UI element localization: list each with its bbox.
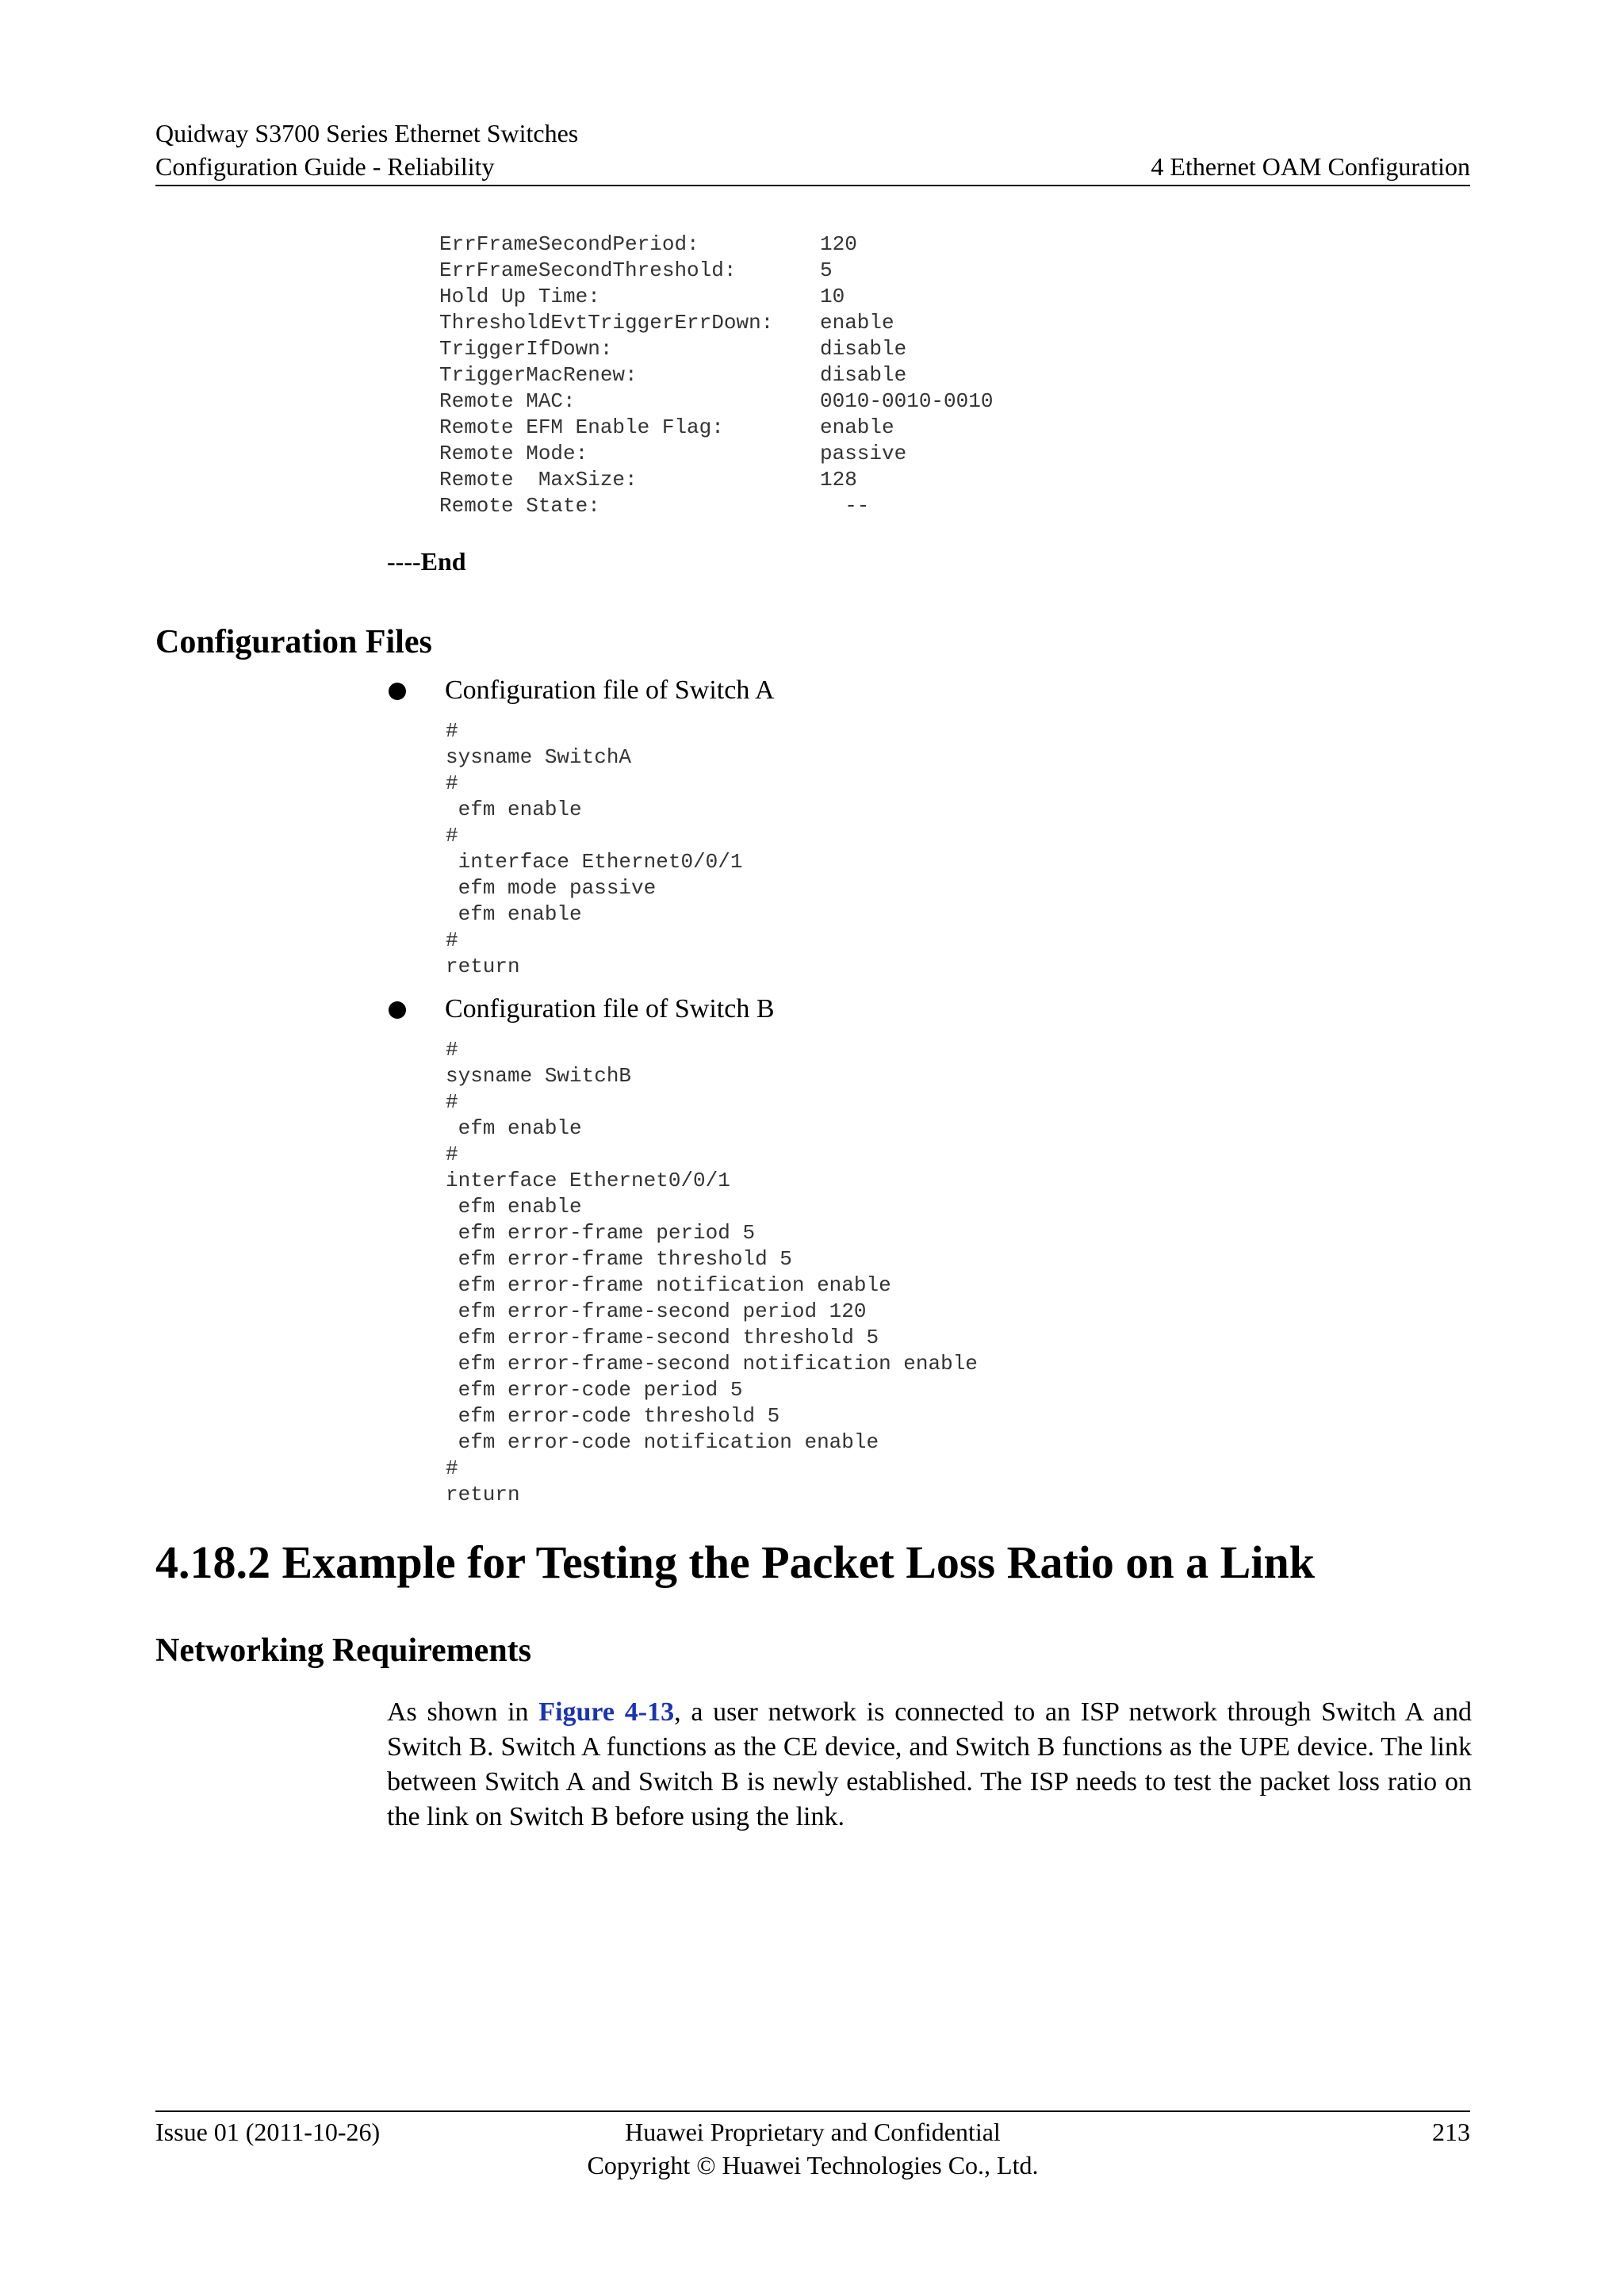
display-output-key: ErrFrameSecondThreshold:: [439, 258, 737, 282]
display-output-row: [439, 362, 993, 388]
example-section-title: 4.18.2 Example for Testing the Packet Loss Ratio on a Link: [155, 1536, 1315, 1588]
code-line: efm error-frame-second threshold 5: [446, 1326, 879, 1349]
bullet-icon: [389, 683, 406, 700]
config-file-b-label: Configuration file of Switch B: [445, 994, 775, 1024]
code-line: efm error-code period 5: [446, 1378, 743, 1402]
code-line: interface Ethernet0/0/1: [446, 850, 743, 874]
display-output-row: [439, 232, 993, 258]
bullet-icon: [389, 1001, 406, 1019]
config-file-a-label: Configuration file of Switch A: [445, 675, 775, 705]
para-text-after: , a user network is connected to an ISP network through Switch A and Switch B. Switch A functions as the CE device, and Switch B functions as the UPE device. The link between Switch A and Switch B is newly established. The ISP needs to test the packet loss ratio on the link on Switch B before using the link.: [387, 1697, 1472, 1831]
code-line: sysname SwitchA: [446, 745, 632, 769]
code-line: efm enable: [446, 798, 582, 821]
code-line: efm mode passive: [446, 876, 657, 900]
code-line: efm error-frame threshold 5: [446, 1247, 792, 1271]
footer-rule: [155, 2110, 1470, 2112]
display-output-value: 120: [820, 232, 857, 256]
display-output-value: disable: [820, 337, 907, 361]
display-output-value: --: [820, 494, 870, 518]
code-line: return: [446, 1483, 520, 1506]
footer-center: [155, 2115, 1470, 2182]
display-output-row: [439, 441, 993, 467]
para-text-before: As shown in: [387, 1697, 539, 1727]
code-line: #: [446, 771, 458, 795]
footer-page-number: 213: [1432, 2118, 1470, 2146]
end-marker: ----End: [387, 547, 466, 576]
display-output-key: ErrFrameSecondPeriod:: [439, 232, 699, 256]
code-line: efm enable: [446, 1195, 582, 1219]
page-footer: [155, 2104, 1470, 2179]
display-output-key: ThresholdEvtTriggerErrDown:: [439, 311, 774, 335]
header-guide: Configuration Guide - Reliability: [155, 152, 495, 181]
code-line: #: [446, 719, 458, 743]
networking-requirements-paragraph: [387, 1695, 1472, 1835]
display-output-key: TriggerMacRenew:: [439, 363, 638, 387]
code-line: efm enable: [446, 1116, 582, 1140]
code-line: efm error-frame period 5: [446, 1221, 756, 1245]
code-line: efm error-frame-second notification enable: [446, 1352, 978, 1376]
display-output-row: [439, 415, 993, 441]
configuration-files-heading: Configuration Files: [155, 624, 432, 660]
display-output-key: Remote State:: [439, 494, 600, 518]
display-output-value: passive: [820, 442, 907, 465]
display-output-row: [439, 388, 993, 415]
code-line: #: [446, 1142, 458, 1166]
code-line: #: [446, 1456, 458, 1480]
header-chapter: 4 Ethernet OAM Configuration: [1151, 152, 1470, 181]
code-line: interface Ethernet0/0/1: [446, 1169, 730, 1192]
display-output-key: Remote EFM Enable Flag:: [439, 415, 724, 439]
display-output-row: [439, 310, 993, 336]
display-output-row: [439, 258, 993, 284]
code-line: #: [446, 1038, 458, 1062]
footer-issue: Issue 01 (2011-10-26): [155, 2118, 381, 2146]
figure-4-13-link[interactable]: Figure 4-13: [538, 1697, 675, 1727]
display-output-key: Remote MaxSize:: [439, 468, 638, 492]
display-output-key: Hold Up Time:: [439, 285, 600, 308]
display-output-value: disable: [820, 363, 907, 387]
display-output-row: [439, 336, 993, 362]
networking-requirements-heading: Networking Requirements: [155, 1632, 532, 1669]
code-line: #: [446, 1090, 458, 1114]
display-output-key: TriggerIfDown:: [439, 337, 613, 361]
code-line: efm enable: [446, 902, 582, 926]
code-line: return: [446, 955, 520, 978]
code-line: #: [446, 928, 458, 952]
display-output-value: enable: [820, 415, 894, 439]
display-output-row: [439, 493, 993, 519]
footer-copyright: Copyright © Huawei Technologies Co., Ltd.: [587, 2151, 1039, 2179]
display-output-row: [439, 284, 993, 310]
code-line: efm error-code threshold 5: [446, 1404, 780, 1428]
header-product: Quidway S3700 Series Ethernet Switches: [155, 119, 579, 147]
display-output-row: [439, 467, 993, 493]
code-line: efm error-code notification enable: [446, 1430, 879, 1454]
config-file-b-code: [446, 1037, 978, 1508]
page-header: [155, 117, 1470, 187]
code-line: efm error-frame-second period 120: [446, 1299, 867, 1323]
code-line: #: [446, 824, 458, 848]
display-output-key: Remote MAC:: [439, 389, 576, 413]
display-output-value: enable: [820, 311, 894, 335]
display-output-block: [439, 232, 993, 519]
display-output-value: 128: [820, 468, 857, 492]
display-output-value: 5: [820, 258, 833, 282]
footer-confidential: Huawei Proprietary and Confidential: [625, 2118, 1001, 2146]
code-line: sysname SwitchB: [446, 1064, 632, 1088]
code-line: efm error-frame notification enable: [446, 1273, 891, 1297]
config-file-a-code: [446, 718, 742, 980]
header-rule: [155, 185, 1470, 186]
display-output-value: 10: [820, 285, 845, 308]
display-output-value: 0010-0010-0010: [820, 389, 994, 413]
display-output-key: Remote Mode:: [439, 442, 588, 465]
